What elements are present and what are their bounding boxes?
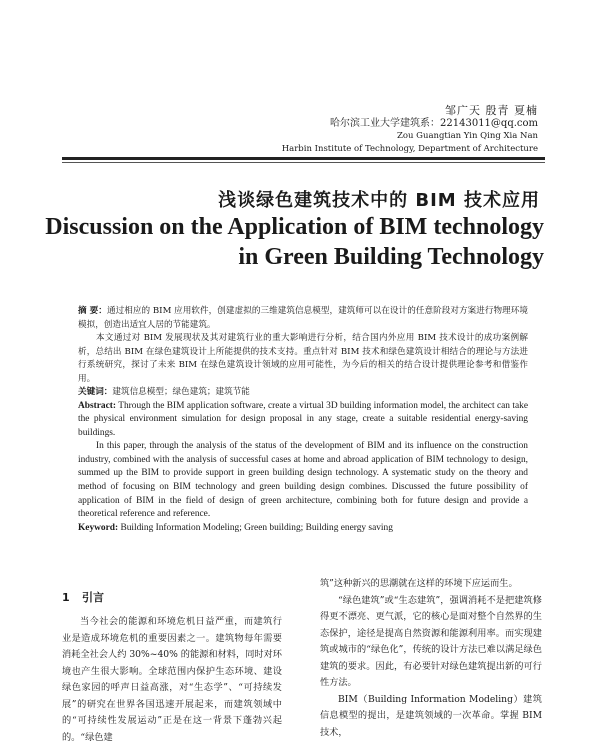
abstract-block <box>78 305 528 535</box>
author-names-en: Zou Guangtian Yin Qing Xia Nan <box>396 131 538 141</box>
title-en-line2: in Green Building Technology <box>238 244 544 270</box>
keywords-cn <box>78 386 528 400</box>
body-paragraph: 筑”这种新兴的思潮就在这样的环境下应运而生。 <box>320 578 518 589</box>
author-names-cn: 邹广天 殷青 夏楠 <box>445 104 538 117</box>
body-paragraph: BIM（Building Information Modeling）建筑信息模型的提出，是建筑领域的一次革命。掌握 BIM 技术， <box>320 693 542 738</box>
section-title: 引言 <box>82 591 104 604</box>
section-number: 1 <box>62 591 70 604</box>
title-en-line1: Discussion on the Application of BIM technology <box>45 214 544 240</box>
author-block <box>238 104 538 156</box>
keywords-cn-text: 建筑信息模型；绿色建筑；建筑节能 <box>112 387 250 397</box>
title-en <box>45 212 544 272</box>
author-affiliation-en: Harbin Institute of Technology, Department of Architecture <box>281 144 538 154</box>
abstract-cn-label: 摘 要： <box>78 306 107 316</box>
abstract-en-para2: In this paper, through the analysis of the status of the development of BIM and its influence on the construction industry, combined with the analysis of successful cases at home and abroad application of BIM technology to design, summed up the BIM to provide support in green building design technology. A systematic study on the theory and method of focusing on BIM technology and green building design combines. Discussed the future possibility of application of BIM in the field of design of green architecture, combining both for future design and provide a theoretical reference and reference. <box>78 441 528 520</box>
section-heading <box>62 590 282 606</box>
body-paragraph: “绿色建筑”或“生态建筑”，强调消耗不是把建筑修得更不漂亮、更气派，它的核心是面对整个自然界的生态保护，途径是提高自然资源和能源利用率。而实现建筑或城市的“绿色化”，传统的设计方法已难以满足绿色建筑的要求。因此，有必要针对绿色建筑提出新的可行性方法。 <box>320 594 542 688</box>
keywords-en-label: Keyword: <box>78 522 119 533</box>
abstract-cn-text: 通过相应的 BIM 应用软件，创建虚拟的三维建筑信息模型，建筑师可以在设计的任意阶段对方案进行物理环境模拟，创造出适宜人居的节能建筑。 <box>78 306 528 330</box>
body-column-right <box>320 576 542 741</box>
abstract-cn <box>78 305 528 332</box>
abstract-en <box>78 400 528 441</box>
abstract-en-label: Abstract: <box>78 400 117 411</box>
header-rule-thin <box>62 162 545 163</box>
keywords-en-text: Building Information Modeling; Green building; Building energy saving <box>120 522 393 533</box>
keywords-cn-label: 关键词： <box>78 387 113 397</box>
abstract-cn-para2: 本文通过对 BIM 发展现状及其对建筑行业的重大影响进行分析，结合国内外应用 BIM 技术设计的成功案例解析，总结出 BIM 在绿色建筑设计上所能提供的技术支持。重点针对 BIM 技术和绿色建筑设计相结合的理论与方法进行系统研究，探讨了未来 BIM 在绿色建筑设计领域的应用可能性，为今后的相关的结合设计提供理论参考和借鉴作用。 <box>78 333 528 384</box>
abstract-en-text: Through the BIM application software, create a virtual 3D building information model, the architect can take the physical environment simulation for design proposal in any stage, create a suitable residential energy-saving buildings. <box>78 400 528 438</box>
header-rule-thick <box>62 157 545 160</box>
keywords-en <box>78 522 528 536</box>
body-column-left <box>62 576 282 746</box>
title-cn: 浅谈绿色建筑技术中的 BIM 技术应用 <box>218 190 540 211</box>
body-paragraph: 当今社会的能源和环境危机日益严重，而建筑行业是造成环境危机的重要因素之一。建筑物每年需要消耗全社会人约 30%~40% 的能源和材料，同时对环境也产生很大影响。全球范围内保护生态环境、建设绿色家园的呼声日益高涨，对“生态学”、“可持续发展”的研究在世界各国迅速开展起来，而建筑领域中的“可持续性发展运动”正是在这一背景下蓬勃兴起的。“绿色建 <box>62 616 282 743</box>
author-affiliation-cn: 哈尔滨工业大学建筑系：22143011@qq.com <box>330 118 538 129</box>
